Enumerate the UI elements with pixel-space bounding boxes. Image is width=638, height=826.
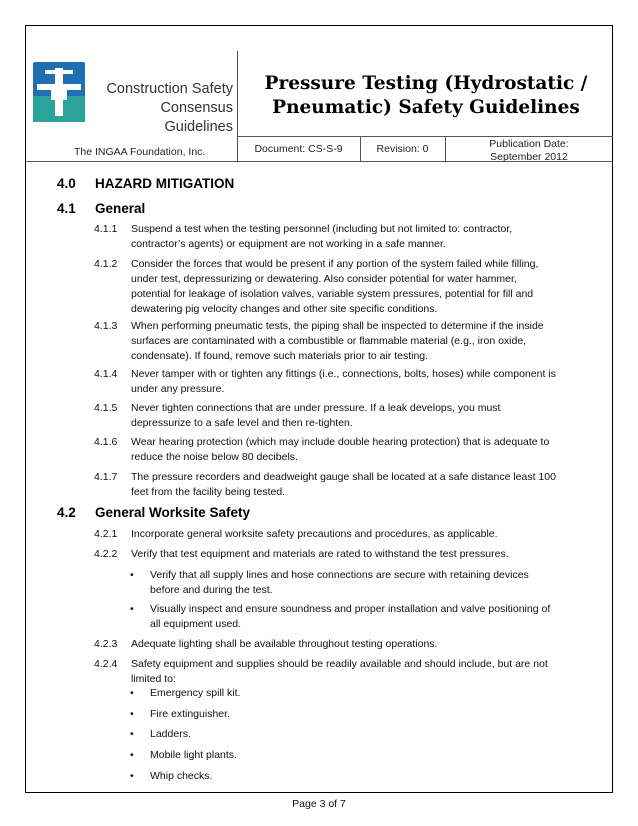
publication-date: Publication Date: September 2012 <box>489 138 569 163</box>
document-title: Pressure Testing (Hydrostatic / Pneumatic) Safety Guidelines <box>264 73 588 118</box>
document-number: Document: CS-S-9 <box>254 143 343 155</box>
ingaa-logo-icon <box>33 62 85 122</box>
foundation-name: The INGAA Foundation, Inc. <box>74 146 206 158</box>
page-number: Page 3 of 7 <box>292 798 346 810</box>
revision-number: Revision: 0 <box>376 143 429 155</box>
header-divider <box>237 136 613 137</box>
org-name: Construction Safety Consensus Guidelines <box>106 81 233 135</box>
